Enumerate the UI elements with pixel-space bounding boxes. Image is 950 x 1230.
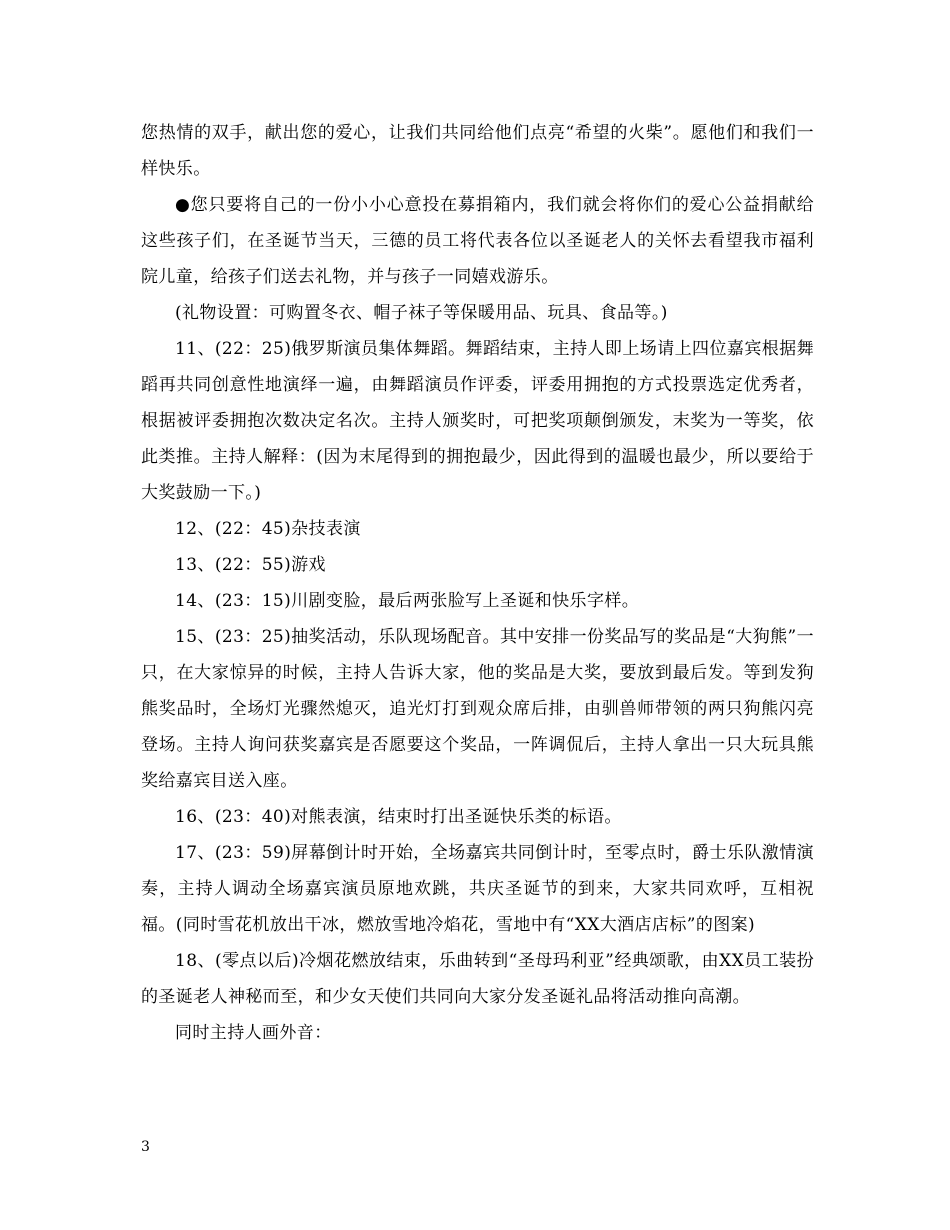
paragraph-11: 18、(零点以后)冷烟花燃放结束，乐曲转到“圣母玛利亚”经典颂歌，由XX员工装扮的圣诞老人神秘而至，和少女天使们共同向大家分发圣诞礼品将活动推向高潮。: [141, 951, 814, 1007]
paragraph-7: 14、(23：15)川剧变脸，最后两张脸写上圣诞和快乐字样。: [175, 591, 640, 611]
paragraph-9: 16、(23：40)对熊表演，结束时打出圣诞快乐类的标语。: [175, 807, 622, 827]
paragraph-12: 同时主持人画外音：: [175, 1023, 332, 1043]
paragraph-5: 12、(22：45)杂技表演: [175, 519, 361, 539]
paragraph-2: ●您只要将自己的一份小小心意投在募捐箱内，我们就会将你们的爱心公益捐献给这些孩子们，在圣诞节当天，三德的员工将代表各位以圣诞老人的关怀去看望我市福利院儿童，给孩子们送去礼物，并与孩子一同嬉戏游乐。: [141, 195, 814, 287]
paragraph-3: (礼物设置：可购置冬衣、帽子袜子等保暖用品、玩具、食品等。): [175, 303, 668, 323]
paragraph-6: 13、(22：55)游戏: [175, 555, 326, 575]
paragraph-1: 您热情的双手，献出您的爱心，让我们共同给他们点亮“希望的火柴”。愿他们和我们一样快乐。: [141, 123, 814, 179]
page-number: 3: [141, 1139, 150, 1155]
document-body: [141, 115, 814, 1051]
paragraph-4: 11、(22：25)俄罗斯演员集体舞蹈。舞蹈结束，主持人即上场请上四位嘉宾根据舞蹈再共同创意性地演绎一遍，由舞蹈演员作评委，评委用拥抱的方式投票选定优秀者，根据被评委拥抱次数决定名次。主持人颁奖时，可把奖项颠倒颁发，末奖为一等奖，依此类推。主持人解释：(因为末尾得到的拥抱最少，因此得到的温暖也最少，所以要给于大奖鼓励一下。): [141, 339, 814, 503]
paragraph-10: 17、(23：59)屏幕倒计时开始，全场嘉宾共同倒计时，至零点时，爵士乐队激情演奏，主持人调动全场嘉宾演员原地欢跳，共庆圣诞节的到来，大家共同欢呼，互相祝福。(同时雪花机放出干冰，燃放雪地冷焰花，雪地中有“XX大酒店店标”的图案): [141, 843, 814, 935]
paragraph-8: 15、(23：25)抽奖活动，乐队现场配音。其中安排一份奖品写的奖品是“大狗熊”一只，在大家惊异的时候，主持人告诉大家，他的奖品是大奖，要放到最后发。等到发狗熊奖品时，全场灯光骤然熄灭，追光灯打到观众席后排，由驯兽师带领的两只狗熊闪亮登场。主持人询问获奖嘉宾是否愿要这个奖品，一阵调侃后，主持人拿出一只大玩具熊奖给嘉宾目送入座。: [141, 627, 814, 791]
